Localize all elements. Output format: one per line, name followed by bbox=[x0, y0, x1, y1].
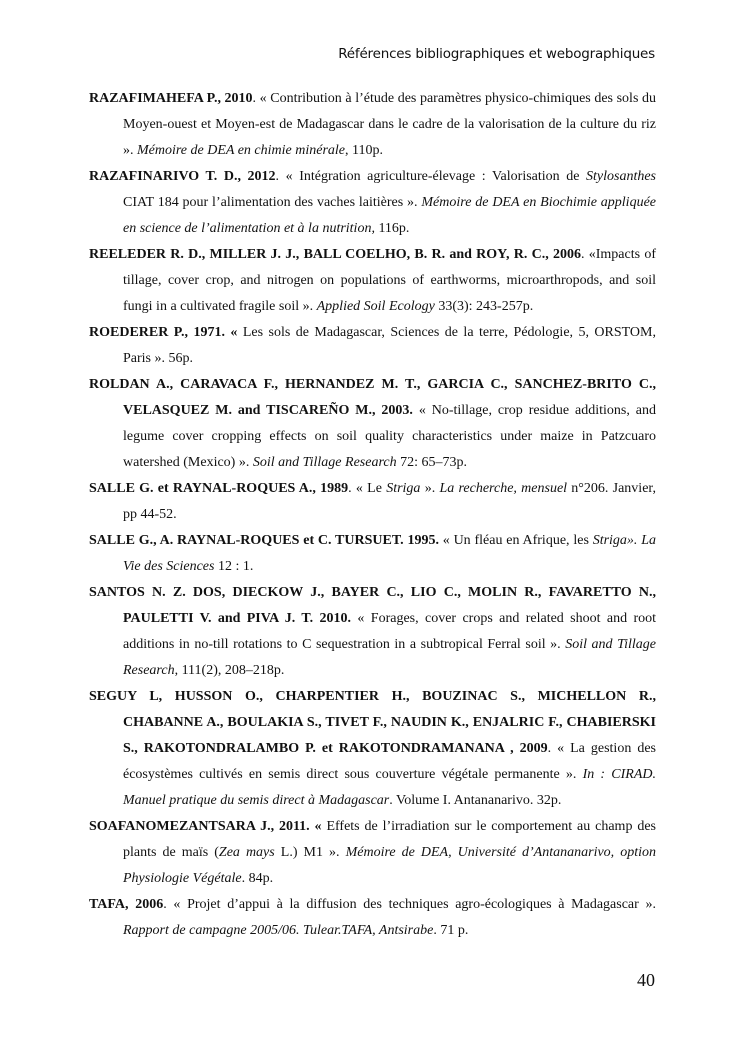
running-header: Références bibliographiques et webographiques bbox=[338, 46, 655, 62]
reference-authors: ROLDAN A., CARAVACA F., HERNANDEZ M. T., GARCIA C., SANCHEZ-BRITO C., VELASQUEZ M. and TISCAREÑO M., 2003. bbox=[89, 377, 656, 418]
reference-entry: RAZAFIMAHEFA P., 2010. « Contribution à l’étude des paramètres physico-chimiques des sols du Moyen-ouest et Moyen-est de Madagascar dans le cadre de la valorisation de la culture du riz ». Mémoire de DEA en chimie minérale, 110p. bbox=[89, 91, 656, 158]
reference-authors: SANTOS N. Z. DOS, DIECKOW J., BAYER C., LIO C., MOLIN R., FAVARETTO N., PAULETTI V. and PIVA J. T. 2010. bbox=[89, 585, 656, 626]
page-number: 40 bbox=[637, 970, 655, 990]
reference-authors: REELEDER R. D., MILLER J. J., BALL COELHO, B. R. and ROY, R. C., 2006 bbox=[89, 247, 581, 262]
reference-list bbox=[89, 86, 656, 944]
reference-authors: SEGUY L, HUSSON O., CHARPENTIER H., BOUZINAC S., MICHELLON R., CHABANNE A., BOULAKIA S., TIVET F., NAUDIN K., ENJALRIC F., CHABIERSKI S., RAKOTONDRALAMBO P. et RAKOTONDRAMANANA , 2009 bbox=[89, 689, 656, 756]
reference-entry: SEGUY L, HUSSON O., CHARPENTIER H., BOUZINAC S., MICHELLON R., CHABANNE A., BOULAKIA S., TIVET F., NAUDIN K., ENJALRIC F., CHABIERSKI S., RAKOTONDRALAMBO P. et RAKOTONDRAMANANA , 2009. « La gestion des écosystèmes cultivés en semis direct sous couverture végétale permanente ». In : CIRAD. Manuel pratique du semis direct à Madagascar. Volume I. Antananarivo. 32p. bbox=[89, 689, 656, 808]
reference-entry: ROEDERER P., 1971. « Les sols de Madagascar, Sciences de la terre, Pédologie, 5, ORSTOM, Paris ». 56p. bbox=[89, 325, 656, 366]
reference-entry: SALLE G., A. RAYNAL-ROQUES et C. TURSUET. 1995. « Un fléau en Afrique, les Striga». La Vie des Sciences 12 : 1. bbox=[89, 533, 657, 574]
reference-authors: ROEDERER P., 1971. « bbox=[89, 325, 238, 340]
reference-entry: SOAFANOMEZANTSARA J., 2011. « Effets de l’irradiation sur le comportement au champ des plants de maïs (Zea mays L.) M1 ». Mémoire de DEA, Université d’Antananarivo, option Physiologie Végétale. 84p. bbox=[89, 819, 656, 886]
reference-entry: TAFA, 2006. « Projet d’appui à la diffusion des techniques agro-écologiques à Madagascar ». Rapport de campagne 2005/06. Tulear.TAFA, Antsirabe. 71 p. bbox=[89, 897, 656, 938]
reference-authors: SALLE G. et RAYNAL-ROQUES A., 1989 bbox=[89, 481, 349, 496]
reference-authors: RAZAFIMAHEFA P., 2010 bbox=[89, 91, 253, 106]
reference-authors: SALLE G., A. RAYNAL-ROQUES et C. TURSUET. 1995. bbox=[89, 533, 439, 548]
reference-entry: SANTOS N. Z. DOS, DIECKOW J., BAYER C., LIO C., MOLIN R., FAVARETTO N., PAULETTI V. and PIVA J. T. 2010. « Forages, cover crops and related shoot and root additions in no-till rotations to C sequestration in a subtropical Ferral soil ». Soil and Tillage Research, 111(2), 208–218p. bbox=[89, 585, 657, 678]
reference-entry: SALLE G. et RAYNAL-ROQUES A., 1989. « Le Striga ». La recherche, mensuel n°206. Janvier, pp 44-52. bbox=[89, 481, 657, 522]
reference-authors: TAFA, 2006 bbox=[89, 897, 164, 912]
reference-entry: RAZAFINARIVO T. D., 2012. « Intégration agriculture-élevage : Valorisation de Stylosanthes CIAT 184 pour l’alimentation des vaches laitières ». Mémoire de DEA en Biochimie appliquée en science de l’alimentation et à la nutrition, 116p. bbox=[89, 169, 657, 236]
reference-entry: REELEDER R. D., MILLER J. J., BALL COELHO, B. R. and ROY, R. C., 2006. «Impacts of tillage, cover crop, and nitrogen on populations of earthworms, microarthropods, and soil fungi in a cultivated fragile soil ». Applied Soil Ecology 33(3): 243-257p. bbox=[89, 247, 656, 314]
reference-authors: SOAFANOMEZANTSARA J., 2011. « bbox=[89, 819, 322, 834]
reference-authors: RAZAFINARIVO T. D., 2012 bbox=[89, 169, 276, 184]
reference-entry: ROLDAN A., CARAVACA F., HERNANDEZ M. T., GARCIA C., SANCHEZ-BRITO C., VELASQUEZ M. and TISCAREÑO M., 2003. « No-tillage, crop residue additions, and legume cover cropping effects on soil quality characteristics under maize in Patzcuaro watershed (Mexico) ». Soil and Tillage Research 72: 65–73p. bbox=[89, 377, 657, 470]
